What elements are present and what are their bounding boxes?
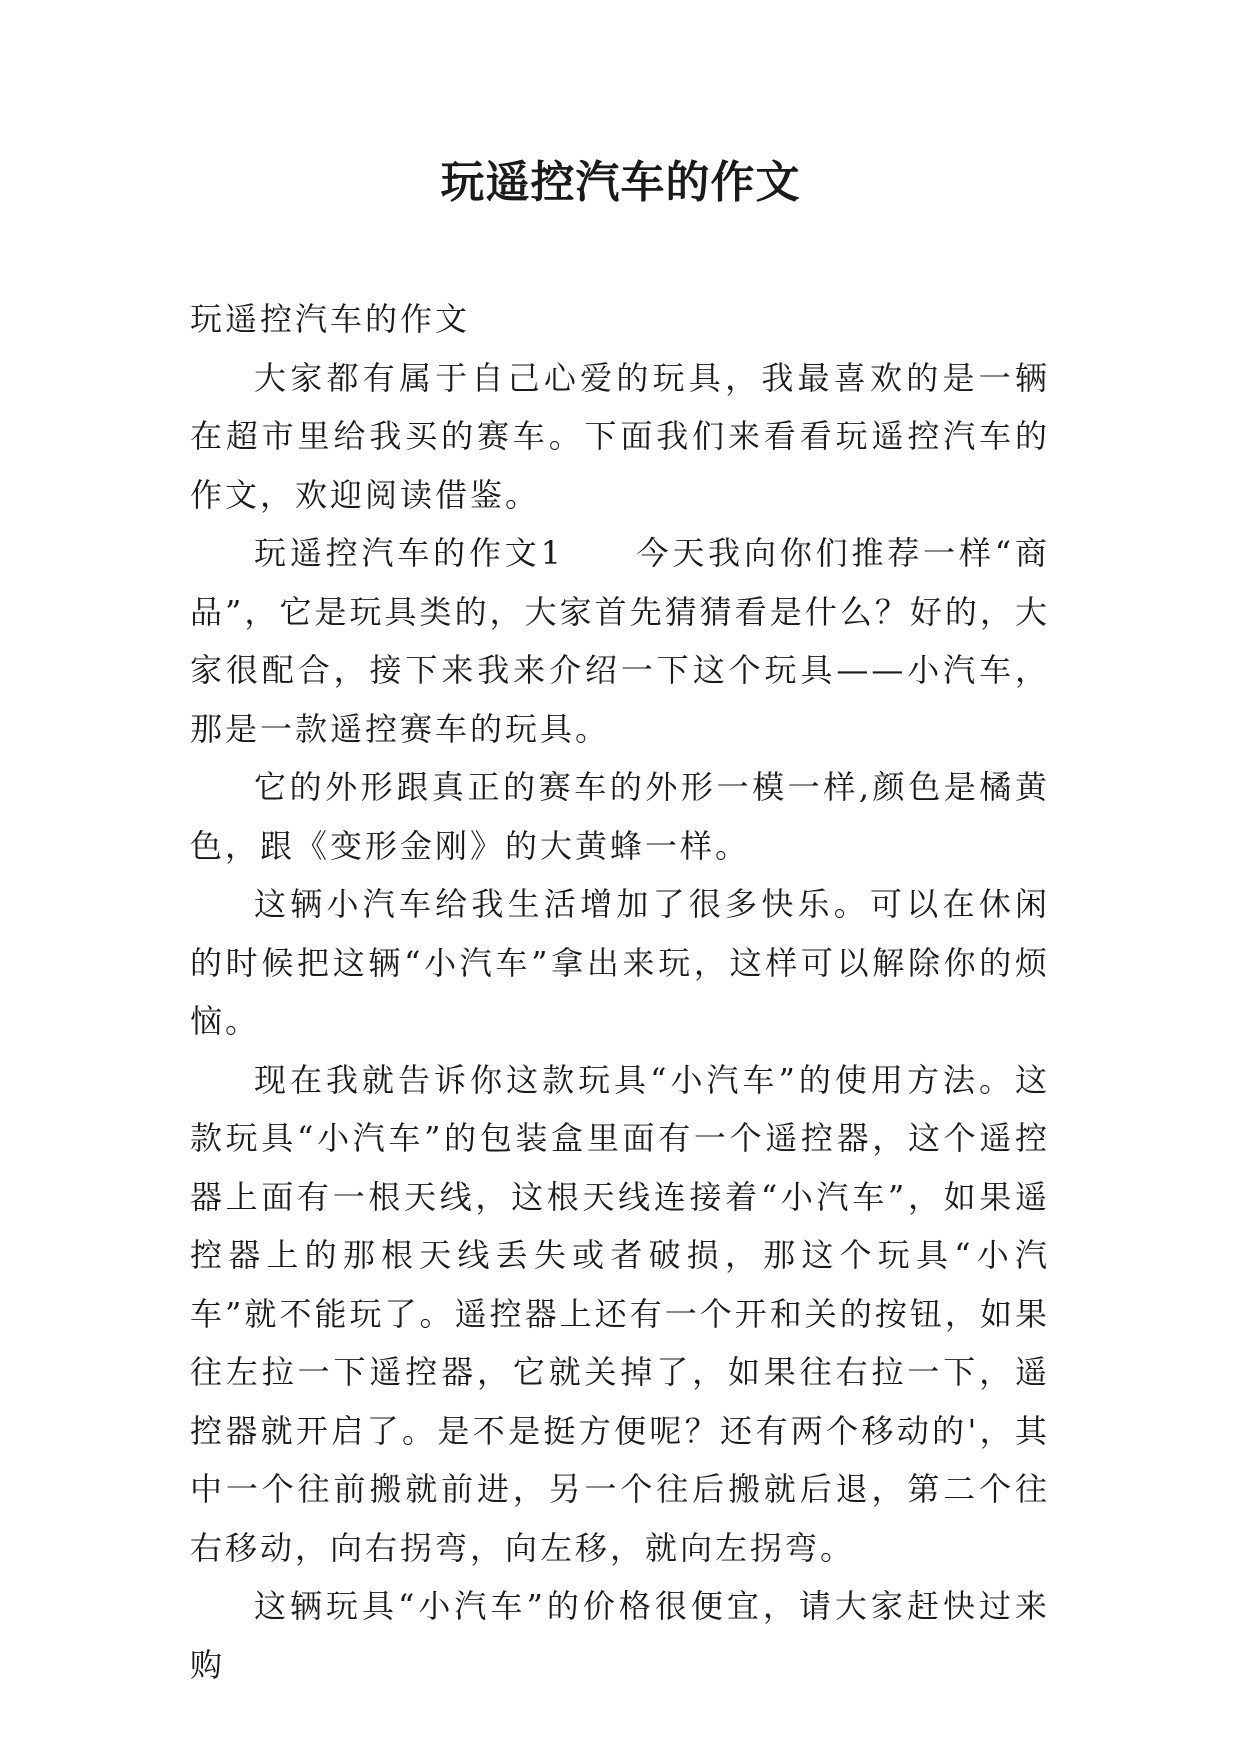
paragraph: 玩遥控汽车的作文1 今天我向你们推荐一样“商品”，它是玩具类的，大家首先猜猜看是什么？好的，大家很配合，接下来我来介绍一下这个玩具——小汽车，那是一款遥控赛车的玩具。 <box>190 534 1050 748</box>
paragraph: 它的外形跟真正的赛车的外形一模一样,颜色是橘黄色，跟《变形金刚》的大黄蜂一样。 <box>190 768 1050 865</box>
paragraph: 这辆玩具“小汽车”的价格很便宜，请大家赶快过来购 <box>190 1587 1050 1684</box>
paragraph: 大家都有属于自己心爱的玩具，我最喜欢的是一辆在超市里给我买的赛车。下面我们来看看玩遥控汽车的作文，欢迎阅读借鉴。 <box>190 358 1050 514</box>
document-body <box>190 290 1050 1694</box>
paragraph-subtitle: 玩遥控汽车的作文 <box>190 300 471 338</box>
paragraph: 这辆小汽车给我生活增加了很多快乐。可以在休闲的时候把这辆“小汽车”拿出来玩，这样可以解除你的烦恼。 <box>190 885 1050 1040</box>
page-title: 玩遥控汽车的作文 <box>440 157 801 208</box>
paragraph: 现在我就告诉你这款玩具“小汽车”的使用方法。这款玩具“小汽车”的包装盒里面有一个遥控器，这个遥控器上面有一根天线，这根天线连接着“小汽车”，如果遥控器上的那根天线丢失或者破损，那这个玩具“小汽车”就不能玩了。遥控器上还有一个开和关的按钮，如果往左拉一下遥控器，它就关掉了，如果往右拉一下，遥控器就开启了。是不是挺方便呢？还有两个移动的'，其中一个往前搬就前进，另一个往后搬就后退，第二个往右移动，向右拐弯，向左移，就向左拐弯。 <box>190 1060 1050 1567</box>
